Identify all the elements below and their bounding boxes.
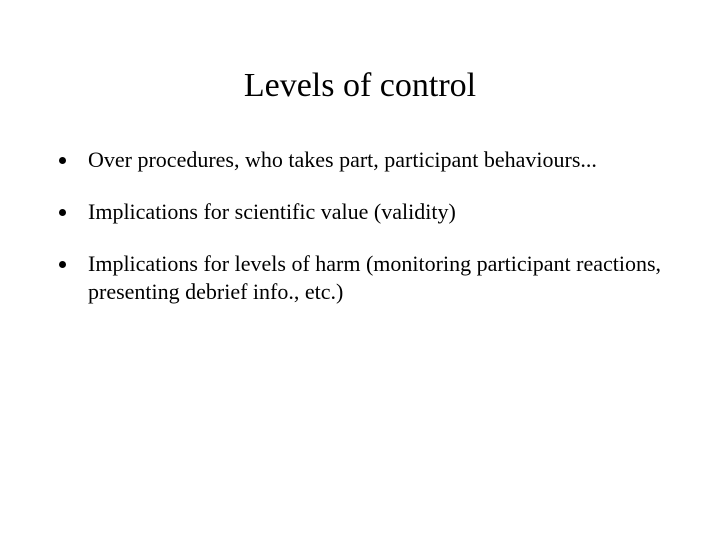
bullet-item — [54, 250, 694, 306]
bullet-item — [54, 146, 694, 174]
bullet-item — [54, 198, 694, 226]
bullet-list — [54, 146, 694, 330]
bullet-dot-icon — [59, 261, 66, 268]
bullet-text: Implications for scientific value (validity) — [88, 199, 456, 224]
bullet-text: Implications for levels of harm (monitoring participant reactions, presenting debrief info., etc.) — [88, 251, 662, 304]
bullet-dot-icon — [59, 209, 66, 216]
slide-title: Levels of control — [243, 67, 477, 104]
bullet-dot-icon — [59, 157, 66, 164]
bullet-text: Over procedures, who takes part, participant behaviours... — [88, 147, 597, 172]
